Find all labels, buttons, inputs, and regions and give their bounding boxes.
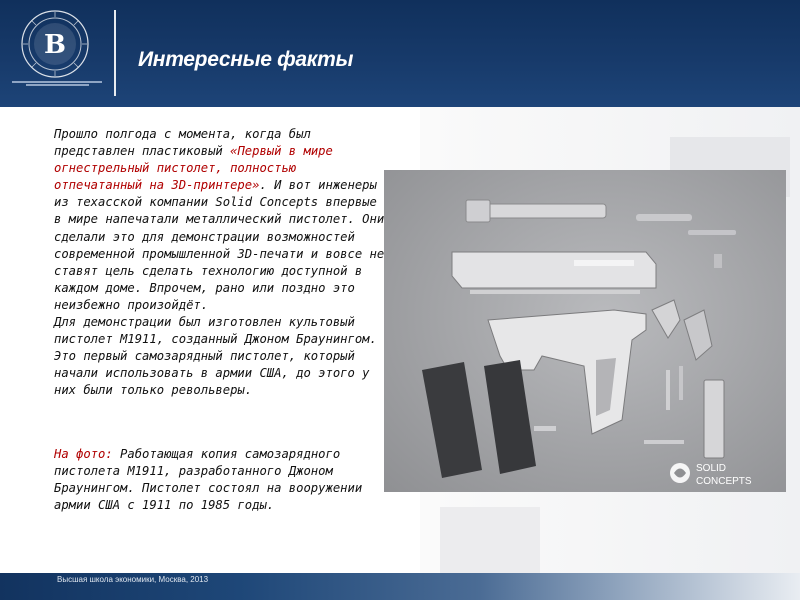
university-logo-icon (20, 9, 90, 79)
pistol-photo (384, 170, 786, 492)
slide-title: Интересные факты (138, 48, 354, 71)
svg-text:В: В (44, 30, 66, 60)
caption-text: Работающая копия самозарядного пистолета M1911, разработанного Джоном Браунингом. Пистолет состоял на вооружении армии США с 1911 по 1985 годы. (54, 447, 363, 513)
caption-label: На фото: (54, 447, 113, 461)
logo-caption (12, 80, 102, 88)
header-divider (114, 10, 116, 96)
main-text (54, 126, 389, 400)
solid-concepts-logo (668, 456, 786, 490)
slide-header (0, 0, 800, 107)
brand-line2: CONCEPTS (696, 476, 752, 487)
footer-text: Высшая школа экономики, Москва, 2013 (57, 575, 209, 584)
paragraph-2: Для демонстрации был изготовлен культовый пистолет M1911, созданный Джоном Браунингом. Это первый самозарядный пистолет, который начали использовать в армии США, до этого у них были только револьверы. (54, 315, 377, 398)
brand-line1: SOLID (696, 463, 727, 474)
slide-footer (0, 573, 800, 600)
paragraph-1 (54, 126, 389, 314)
p1-highlight: «Первый в мире огнестрельный пистолет, полностью отпечатанный на 3D-принтере» (54, 144, 333, 193)
p1-before: Прошло полгода с момента, когда был представлен пластиковый (54, 127, 311, 159)
p1-after: . И вот инженеры из техасской компании Solid Concepts впервые в мире напечатали металлический пистолет. Они сделали это для демонстрации возможностей современной промышленной 3D-печати и вовсе не ставят цель сделать технологию доступной в каждом доме. Впрочем, рано или поздно это неизбежно произойдёт. (54, 178, 385, 312)
photo-caption (54, 446, 399, 514)
disassembled-pistol-icon (384, 170, 786, 492)
